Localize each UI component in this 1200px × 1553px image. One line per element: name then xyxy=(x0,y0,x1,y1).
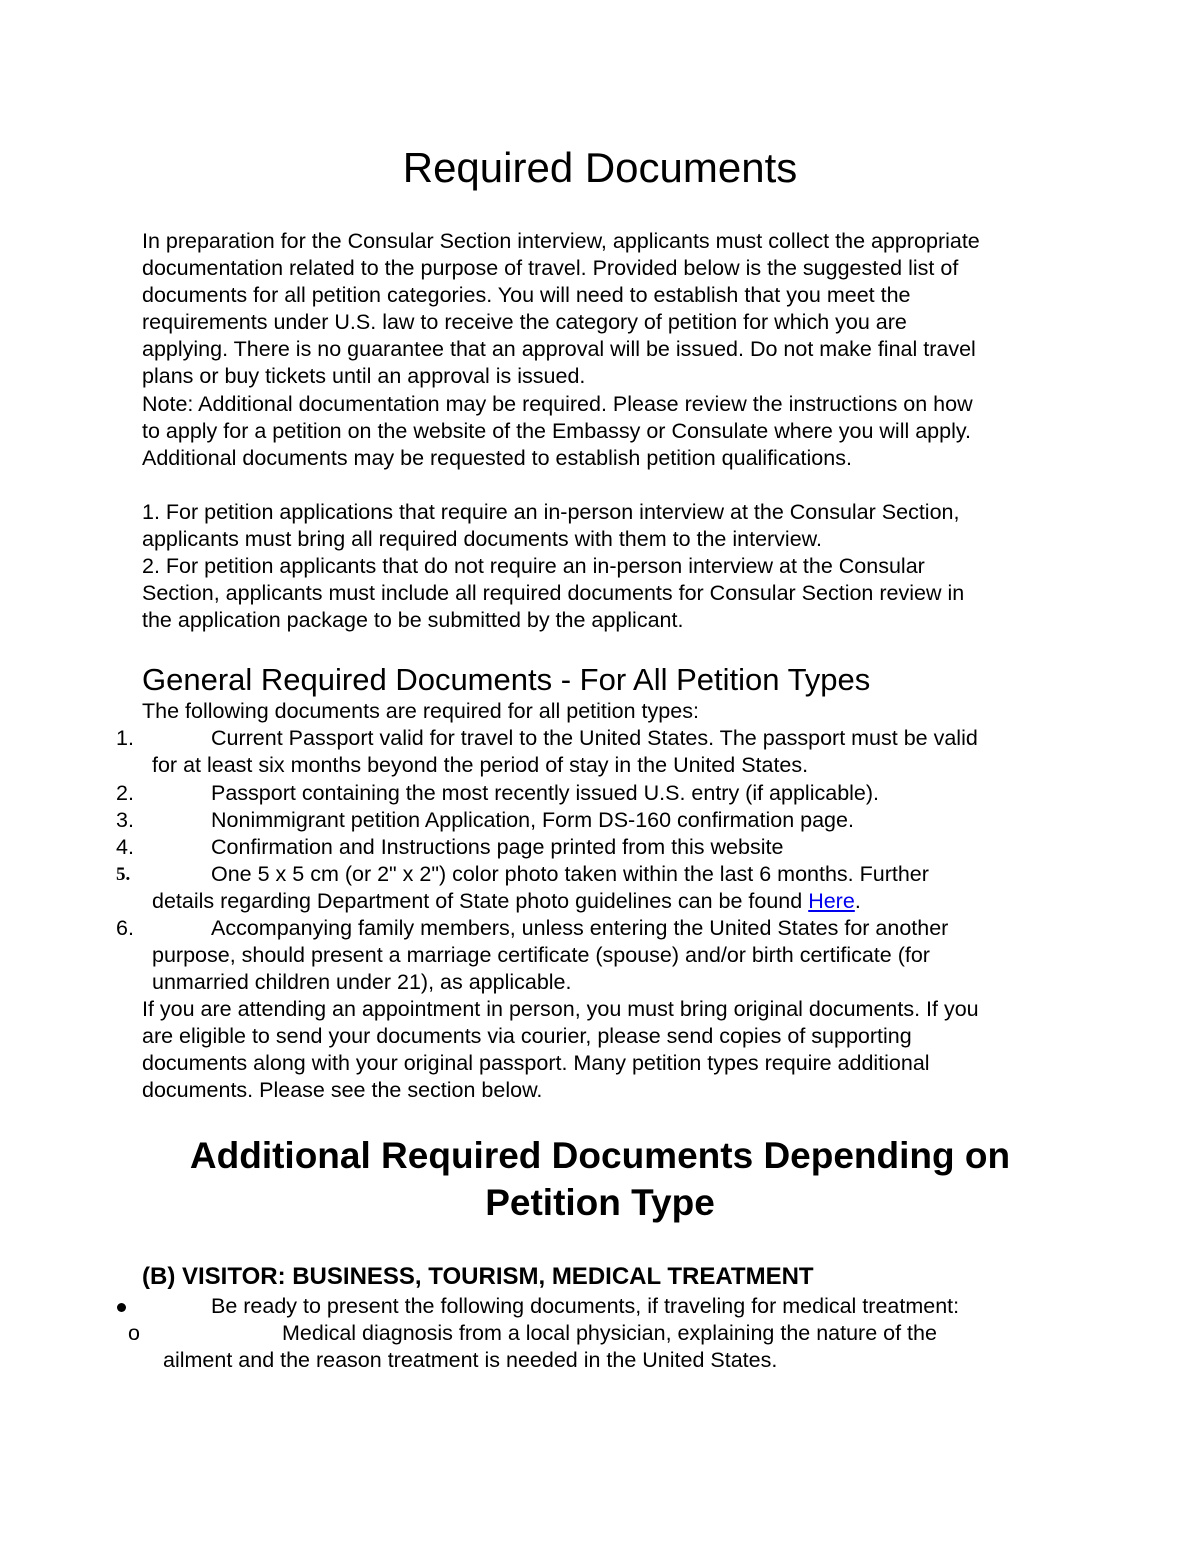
visitor-heading: (B) VISITOR: BUSINESS, TOURISM, MEDICAL TREATMENT xyxy=(142,1263,814,1290)
numbered-note-line: 1. For petition applications that require an in-person interview at the Consular Section, xyxy=(142,500,960,524)
numbered-note-line: Section, applicants must include all required documents for Consular Section review in xyxy=(142,581,965,606)
note-line: Note: Additional documentation may be required. Please review the instructions on how xyxy=(142,391,973,416)
general-heading: General Required Documents - For All Petition Types xyxy=(142,662,871,697)
general-intro xyxy=(142,698,1092,725)
list-item-text: Nonimmigrant petition Application, Form DS-160 confirmation page. xyxy=(211,808,854,832)
list-item-cont: for at least six months beyond the period of stay in the United States. xyxy=(152,753,809,777)
list-item-text: Passport containing the most recently issued U.S. entry (if applicable). xyxy=(211,781,880,805)
list-item-text: Accompanying family members, unless entering the United States for another xyxy=(211,916,949,940)
intro-line: documents for all petition categories. You will need to establish that you meet the xyxy=(142,283,911,308)
sub-bullet-cont: ailment and the reason treatment is needed in the United States. xyxy=(163,1348,778,1372)
outro-line: documents. Please see the section below. xyxy=(142,1078,543,1103)
intro-paragraph xyxy=(142,228,1092,472)
additional-heading-line: Additional Required Documents Depending on xyxy=(189,1135,1011,1176)
note-line: Additional documents may be requested to establish petition qualifications. xyxy=(142,445,852,470)
intro-line: In preparation for the Consular Section interview, applicants must collect the appropriate xyxy=(142,229,980,253)
list-item-cont-end: . xyxy=(854,889,861,913)
list-item-cont-text: details regarding Department of State photo guidelines can be found xyxy=(152,889,809,913)
intro-line: documentation related to the purpose of travel. Provided below is the suggested list of xyxy=(142,256,959,281)
general-outro xyxy=(142,996,1092,1104)
list-number: 1. xyxy=(116,726,134,750)
intro-line: plans or buy tickets until an approval is issued. xyxy=(142,364,586,389)
bullet-text: Be ready to present the following documents, if traveling for medical treatment: xyxy=(211,1294,960,1318)
photo-guidelines-link[interactable]: Here xyxy=(808,889,855,913)
outro-line: If you are attending an appointment in person, you must bring original documents. If you xyxy=(142,997,979,1021)
outro-line: documents along with your original passport. Many petition types require additional xyxy=(142,1051,930,1076)
bullet-icon xyxy=(117,1303,126,1312)
list-item-cont: unmarried children under 21), as applicable. xyxy=(152,970,572,994)
additional-heading-line: Petition Type xyxy=(485,1182,715,1223)
sub-bullet-text: Medical diagnosis from a local physician, explaining the nature of the xyxy=(282,1321,937,1345)
general-intro-text: The following documents are required for all petition types: xyxy=(142,699,699,723)
page-title: Required Documents xyxy=(402,144,798,191)
list-item-cont: purpose, should present a marriage certificate (spouse) and/or birth certificate (for xyxy=(152,943,930,967)
list-number: 5. xyxy=(116,864,131,885)
list-item-text: Current Passport valid for travel to the United States. The passport must be valid xyxy=(211,726,978,750)
numbered-note-line: applicants must bring all required documents with them to the interview. xyxy=(142,527,822,552)
list-item-text: One 5 x 5 cm (or 2" x 2") color photo taken within the last 6 months. Further xyxy=(211,862,929,886)
intro-line: requirements under U.S. law to receive the category of petition for which you are xyxy=(142,310,907,335)
list-number: 6. xyxy=(116,916,134,940)
numbered-notes xyxy=(142,499,1092,634)
outro-line: are eligible to send your documents via courier, please send copies of supporting xyxy=(142,1024,912,1049)
list-number: 3. xyxy=(116,808,134,832)
intro-line: applying. There is no guarantee that an approval will be issued. Do not make final travel xyxy=(142,337,976,362)
circle-bullet-icon: o xyxy=(128,1321,140,1345)
list-number: 4. xyxy=(116,835,134,859)
list-item-cont xyxy=(152,888,861,915)
numbered-note-line: the application package to be submitted by the applicant. xyxy=(142,608,684,633)
list-item-text: Confirmation and Instructions page printed from this website xyxy=(211,835,784,859)
note-line: to apply for a petition on the website of the Embassy or Consulate where you will apply. xyxy=(142,418,971,443)
numbered-note-line: 2. For petition applicants that do not require an in-person interview at the Consular xyxy=(142,554,925,579)
additional-heading xyxy=(0,1132,1200,1226)
list-number: 2. xyxy=(116,781,134,805)
